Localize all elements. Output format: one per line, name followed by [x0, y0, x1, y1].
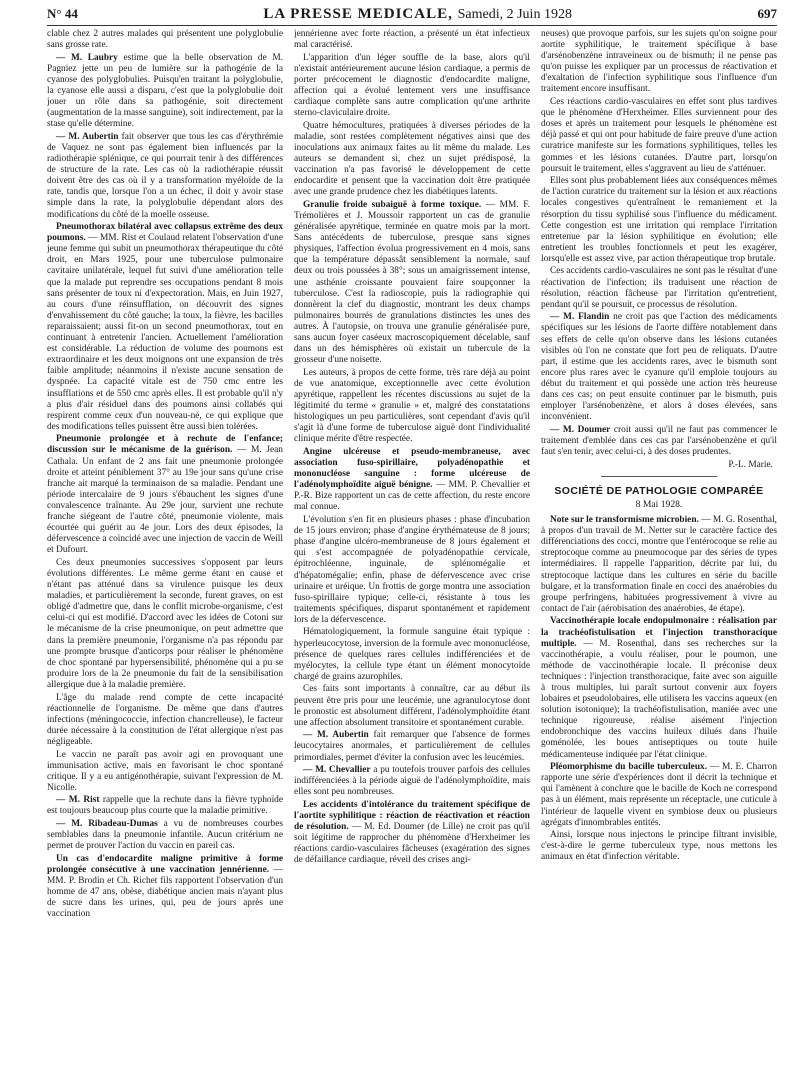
paragraph-text: — M. Jean Cathala. Un enfant de 2 ans fait une pneumonie prolongée droite et atteint péniblement 37° au 19e jour sans qu'une crise franche ait marqué la terminaison de sa maladie. Pendant une période intercalaire de 9 jours s'ébauchent les signes d'une convalescence traînante. Au 29e jour, survient une rechute franche siégeant de l'autre côté, pneumonie violente, mais écourtée qui guérit au 4e jour. Lors des deux épisodes, la défervescence a coïncidé avec une injection de vaccin de Weill et Dufourt.	[47, 445, 283, 556]
paragraph	[541, 29, 777, 96]
paragraph	[541, 762, 777, 829]
paragraph-text: — M. G. Rosenthal, à propos d'un travail de M. Netter sur le caractère factice des différenciations des cocci, montre que l'entérocoque se relie au streptocoque comme au pneumocoque par des séries de types intermédiaires. Il rappelle l'apparition, décrite par lui, du streptocoque lactique dans les cultures en série du bacille bulgare, et la transformation finale en cocci des anaérobies du groupe perfringens, habituées progressivement à vivre au contact de l'air (aérobisation des anaérobies, 4e étape).	[541, 515, 777, 614]
paragraph-text: rappelle que la rechute dans la fièvre typhoïde est toujours beaucoup plus courte que la maladie primitive.	[47, 795, 283, 817]
paragraph	[47, 819, 283, 852]
journal-title: LA PRESSE MEDICALE,	[263, 5, 453, 22]
paragraph-heading: Note sur le transformisme microbien.	[550, 515, 699, 526]
paragraph-text: Ces accidents cardio-vasculaires ne sont pas le résultat d'une réactivation de l'infection; ils traduisent une réaction de résolution, réaction fâcheuse par l'irritation qu'entretient, pendant qu'il se poursuit, ce processus de résolution.	[541, 266, 777, 310]
paragraph	[294, 730, 530, 763]
paragraph-text: Hématologiquement, la formule sanguine était typique : hyperleucocytose, inversion de la formule avec mononucléose, présence de quelques rares cellules indifférenciées et de myélocytes, la cellule type étant un élément monocytoïde chargé de grains azurophiles.	[294, 627, 530, 682]
masthead	[47, 3, 777, 26]
paragraph-text: a vu de nombreuses courbes semblables dans la pneumonie infantile. Aucun critérium ne permet de prouver l'action du vaccin en pareil cas.	[47, 819, 283, 852]
paragraph	[47, 29, 283, 51]
paragraph	[47, 854, 283, 921]
journal-title-line	[263, 6, 572, 23]
paragraph	[541, 97, 777, 175]
paragraph-heading: Les accidents d'intolérance du traitement spécifique de l'aortite syphilitique : réaction de réactivation et réaction de résolution.	[294, 799, 530, 833]
paragraph-text: — M. Rosenthal, dans ses recherches sur la vaccinothérapie, a voulu réaliser, pour le poumon, une méthode de vaccinothérapie locale. Il préconise deux techniques : l'injection transthoracique, faite avec son aiguille à trous multiples, lui paraît surtout convenir aux foyers lobaires et pseudolobaires, elle utilisera les vaccins aqueux (en solution isotonique); la trachéofistulisation, maniée avec une technique rigoureuse, réalise aisément l'injection endobronchique des vaccins huileux dilués dans l'huile goménolée, les boues antiseptiques ou toute huile médicamenteuse indiquée par l'état clinique.	[541, 638, 777, 760]
paragraph	[541, 312, 777, 423]
paragraph	[47, 795, 283, 817]
paragraph-heading: — M. Ribadeau-Dumas	[56, 819, 158, 830]
paragraph-text: Ainsi, lorsque nous injectons le principe filtrant invisible, c'est-à-dire le germe tuberculeux type, nous mettons les animaux en état d'infection véritable.	[541, 830, 777, 863]
paragraph-heading: Pléomorphisme du bacille tuberculeux.	[550, 762, 708, 773]
paragraph	[294, 447, 530, 514]
paragraph-heading: Vaccinothérapie locale endopulmonaire : réalisation par la trachéofistulisation et l'injection transthoracique multiple.	[541, 616, 777, 649]
paragraph-text: fait remarquer que l'absence de formes leucocytaires anormales, et particulièrement de cellules primordiales, permet d'éviter la confusion avec les leucémies.	[294, 730, 530, 763]
paragraph-text: L'évolution s'en fit en plusieurs phases : phase d'incubation de 15 jours environ; phase d'angine érythémateuse de 8 jours; phase d'angine ulcéro-membraneuse de 8 jours également et qui s'est accompagnée de polyadénopathie cervicale, épitrochléenne, inguinale, de splénomégalie et d'hépatomégalie; enfin, phase de défervescence avec crise urinaire et uréique. Un frottis de gorge montra une association fuso-spirillaire typique; celle-ci, résistante à tous les traitements spécifiques, disparut spontanément et rapidement lors de la défervescence.	[294, 515, 530, 625]
paragraph-text: — M. E. Charron rapporte une série d'expériences dont il décrit la technique et qui l'amènent à conclure que le bacille de Koch ne correspond pas à un élément, mais représente un réceptacle, une cuticule à l'intérieur de laquelle vivent en symbiose deux ou plusieurs agrégats d'innombrables entités.	[541, 762, 777, 828]
paragraph-text: neuses) que provoque parfois, sur les sujets qu'on soigne pour aortite syphilitique, le traitement spécifique à base d'arsénobenzène intraveineux ou de bismuth; il ne pense pas qu'on puisse les expliquer par un processus de réactivation et d'exaltation de l'infection syphilitique sous l'influence d'un traitement encore insuffisant.	[541, 29, 777, 95]
paragraph-heading: — M. Laubry	[56, 52, 118, 63]
paragraph-text: L'âge du malade rend compte de cette incapacité réactionnelle de l'organisme. De même que dans d'autres infections (méningococcie, infection chancrelleuse), le facteur durée nécessaire à la constitution de l'état allergique n'est pas négligeable.	[47, 692, 283, 747]
paragraph-heading: Pneumothorax bilatéral avec collapsus extrême des deux poumons.	[47, 222, 283, 244]
issue-date: Samedi, 2 Juin 1928	[457, 6, 572, 22]
paragraph	[47, 750, 283, 794]
column-right-lower	[541, 515, 777, 863]
paragraph-text: Les auteurs, à propos de cette forme, très rare déjà au point de vue anatomique, exceptionnelle avec cette évolution apyrétique, rappellent les récentes discussions au sujet de la légitimité du terme « granulie » et, malgré des constatations histologiques un peu particulières, sont cependant d'avis qu'il s'agit là d'une forme de tuberculose aiguë dont l'individualité clinique mérite d'être respectée.	[294, 367, 530, 445]
paragraph	[47, 693, 283, 748]
paragraph-heading: — M. Aubertin	[303, 730, 369, 741]
paragraph-text: Quatre hémocultures, pratiquées à diverses périodes de la maladie, sont restées complètement négatives ainsi que des inoculations aux animaux faites au lit même du malade. Les auteurs se demandent si, chez un sujet prédisposé, la vaccination n'a pas favorisé le développement de cette endocardite et pensent que la vaccination doit être pratiquée avec une grande prudence chez les diabétiques latents.	[294, 120, 530, 198]
paragraph	[294, 368, 530, 446]
paragraph	[294, 515, 530, 626]
column-right-upper	[541, 29, 777, 458]
paragraph	[47, 53, 283, 131]
paragraph-text: — MM. P. Chevallier et P.-R. Bize rapportent un cas de cette affection, du reste encore mal connue.	[294, 480, 530, 513]
paragraph	[541, 830, 777, 863]
paragraph-heading: — M. Chevallier	[303, 765, 371, 776]
issue-number: N° 44	[47, 6, 78, 21]
paragraph	[47, 132, 283, 221]
paragraph	[294, 684, 530, 728]
paragraph	[294, 53, 530, 120]
paragraph	[294, 800, 530, 867]
column-left	[47, 29, 283, 1076]
paragraph	[541, 425, 777, 458]
paragraph-text: Ces faits sont importants à connaître, car au début ils peuvent être pris pour une leucémie, une agranulocytose dont le pronostic est absolument différent, l'adénolymphoïdite étant une affection absolument transitoire et spontanément curable.	[294, 684, 530, 728]
paragraph-text: clable chez 2 autres malades qui présentent une polyglobulie sans grosse rate.	[47, 29, 283, 51]
paragraph	[294, 627, 530, 682]
paragraph	[47, 434, 283, 556]
paragraph-heading: — M. Aubertin	[56, 131, 119, 142]
paragraph	[294, 765, 530, 798]
page-number: 697	[757, 6, 777, 21]
column-right	[541, 29, 777, 1076]
paragraph	[541, 266, 777, 310]
column-middle	[294, 29, 530, 1076]
paragraph-text: — MM. Rist et Coulaud relatent l'observation d'une jeune femme qui subit un pneumothorax thérapeutique du côté droit, en Mars 1925, pour une tuberculose pulmonaire cavitaire unilatérale, lequel fut suivi d'une amélioration telle que la malade put reprendre ses occupations pendant 8 mois sans présenter de toux ni d'expectoration. Mais, en Juin 1927, au cours d'une réinsufflation, on découvrit des signes d'envahissement du côté gauche; la toux, la fièvre, les bacilles reparaissaient; aussi fit-on un second pneumothorax, tout en continuant à entretenir l'ancien. Actuellement l'amélioration est considérable. La réduction de volume des poumons est extraordinaire et les deux moignons ont une expansion de très faible amplitude; néanmoins il n'existe aucune sensation de dyspnée. La capacité vitale est de 750 cmc entre les insufflations et de 550 cmc après elles. Il est probable qu'il n'y a plus d'air résiduel dans des poumons ainsi collabés qui respirent comme ceux d'un nouveau-né, ce qui explique que des modifications telles puissent être aussi bien tolérées.	[47, 233, 283, 432]
paragraph-text: — MM. F. Trémolières et J. Moussoir rapportent un cas de granulie généralisée apyrétique, terminée en quatre mois par la mort. Sans antécédents de tuberculose, presque sans signes physiques, l'affection évolua progressivement en 4 mois, sans que la température dépassât sensiblement la normale, sauf deux ou trois poussées à 38°; sous un amaigrissement intense, une asthénie croissante pouvaient faire soupçonner la tuberculose. C'est la radioscopie, puis la radiographie qui donnèrent la clef du diagnostic, montrant les deux champs pulmonaires bourrés de granulations distinctes les unes des autres. À l'autopsie, on trouva une granulie généralisée pure, sans aucun foyer caséeux macroscopiquement décelable, sauf dans un des hémisphères où existait un tubercule de la grosseur d'une noisette.	[294, 199, 530, 366]
paragraph	[47, 558, 283, 691]
paragraph-text: Elles sont plus probablement liées aux conséquences mêmes de l'action curatrice du traitement sur la lésion et aux réactions locales congestives qu'entraînent le remaniement et la résorption du tissu syphilisé sous l'influence du médicament. Cette congestion est une irritation qui remplace l'irritation entretenue par la lésion syphilitique en évolution; elle entretient les troubles fonctionnels et peut les exagérer, lorsqu'elle est assez vive, par action thérapeutique trop brutale.	[541, 176, 777, 264]
paragraph-text: jennérienne avec forte réaction, a présenté un état infectieux mal caractérisé.	[294, 29, 530, 51]
paragraph	[294, 29, 530, 51]
paragraph-heading: Un cas d'endocardite maligne primitive à forme prolongée consécutive à une vaccination jennérienne.	[47, 853, 283, 875]
paragraph-text: — M. Ed. Doumer (de Lille) ne croit pas qu'il soit légitime de rapprocher du phénomène d'Herxheimer les réactions cardio-vasculaires fâcheuses (exagération des signes de défaillance cardiaque, réveil des crises angi-	[294, 822, 530, 866]
paragraph-heading: — M. Flandin	[550, 312, 610, 323]
article-columns	[47, 29, 777, 1076]
paragraph-heading: — M. Doumer	[550, 424, 611, 435]
paragraph-heading: Granulie froide subaiguë à forme toxique.	[303, 199, 482, 210]
paragraph-text: Le vaccin ne paraît pas avoir agi en provoquant une immunisation active, mais en favorisant le choc spontané critique. Il y a eu antigénothérapie, suivant l'expression de M. Nicolle.	[47, 749, 283, 793]
paragraph-text: — MM. P. Brodin et Ch. Richet fils rapportent l'observation d'un homme de 47 ans, obèse, diabétique ancien mais n'ayant plus de sucre dans les urines, qui, peu de jours après une vaccination	[47, 864, 283, 920]
section-heading: SOCIÉTÉ DE PATHOLOGIE COMPARÉE	[554, 485, 764, 498]
paragraph	[47, 222, 283, 433]
paragraph	[294, 121, 530, 199]
paragraph-text: croit aussi qu'il ne faut pas commencer le traitement d'emblée dans ces cas par l'arsénobenzène et qu'il faut s'en tenir, avec celui-ci, à des doses prudentes.	[541, 424, 777, 457]
paragraph-heading: — M. Rist	[56, 795, 100, 806]
paragraph	[541, 515, 777, 615]
paragraph	[541, 616, 777, 760]
paragraph-text: Ces deux pneumonies successives s'opposent par leurs évolutions différentes. Le même germe étant en cause et n'étant pas atténué dans sa virulence puisque les deux maladies, et particulièrement la seconde, furent graves, on est obligé d'admettre que, dans le conflit microbe-organisme, c'est celui-ci qui est modifié. D'accord avec les idées de Cotoni sur le mécanisme de la crise pneumonique, on peut admettre que dans la première pneumonie, l'organisme n'a pas répondu par une prompte brusque d'anticorps pour réaliser le phénomène de choc spontané par hypersensibilité, phénomène qui a pu se produire lors de la 2e pneumonie du fait de la sensibilisation allergique due à la maladie première.	[47, 557, 283, 690]
section-date: 8 Mai 1928.	[635, 499, 683, 511]
paragraph-heading: Pneumonie prolongée et à rechute de l'enfance; discussion sur le mécanisme de la guérison.	[47, 434, 283, 456]
paragraph-text: L'apparition d'un léger souffle de la base, alors qu'il n'existait antérieurement aucune lésion cardiaque, a permis de porter précocement le diagnostic d'endocardite maligne, affection qui a évolué lentement vers une insuffisance cardiaque complète sans autre complication qu'une arthrite sterno-claviculaire droite.	[294, 52, 530, 119]
paragraph-text: a pu toutefois trouver parfois des cellules indifférenciées à la période aiguë de l'adénolymphoïdite, mais elles sont peu nombreuses.	[294, 765, 530, 798]
paragraph-text: fait observer que tous les cas d'érythrémie de Vaquez ne sont pas également bien influencés par la radiothérapie splénique, ce qui pourrait tenir à des différences de structure de la rate. Les cas où la radiothérapie réussit doivent être des cas où il y a transformation myéloïde de la rate, tandis que, lorsque l'on a un échec, il doit y avoir stase simple dans la rate, la polyglobulie dépendant alors des modifications du côté de la moelle osseuse.	[47, 131, 283, 220]
paragraph	[294, 200, 530, 366]
author-signature: P.-L. Marie.	[728, 460, 773, 471]
paragraph-text: ne croit pas que l'action des médicaments spécifiques sur les lésions de l'aorte diffère notablement dans ses effets de celle qu'on observe dans les lésions cutanées visibles où l'on ne constate que fort peu de reliquats. D'autre part, il estime que les accidents rares, avec le bismuth sont encore plus rares avec le cyanure qu'il emploie toujours au début du traitement et qui possède une action très heureuse dans ces cas; on peut ensuite continuer par le bismuth, puis employer l'arsénobenzène, et alors à doses élevées, sans inconvénient.	[541, 312, 777, 423]
paragraph	[541, 176, 777, 265]
section-divider	[601, 476, 717, 477]
paragraph-text: Ces réactions cardio-vasculaires en effet sont plus tardives que le phénomène d'Herxheimer. Elles surviennent pour des doses et après un traitement pour lesquels le phénomène est déjà passé et qui ont pour habitude de faire preuve d'une action curatrice manifeste sur les formations syphilitiques, telles les gommes et les lésions cutanées. D'autre part, lorsqu'on poursuit le traitement, elles s'aggravent au lieu de s'atténuer.	[541, 97, 777, 174]
paragraph-heading: Angine ulcéreuse et pseudo-membraneuse, avec association fuso-spirillaire, polyadénopathie et mononucléose sanguine : forme ulcéreuse de l'adénolymphoïdite aiguë bénigne.	[294, 446, 530, 491]
paragraph-text: estime que la belle observation de M. Pagniez jette un peu de lumière sur la pathogénie de la cyanose des polyglobulies. Puisqu'en traitant la polyglobulie, la cyanose elle aussi a disparu, c'est que la polyglobulie doit jouer un rôle dans sa pathogénie, soit directement (augmentation de la masse sanguine), soit indirectement, par la stase qu'elle détermine.	[47, 52, 283, 130]
